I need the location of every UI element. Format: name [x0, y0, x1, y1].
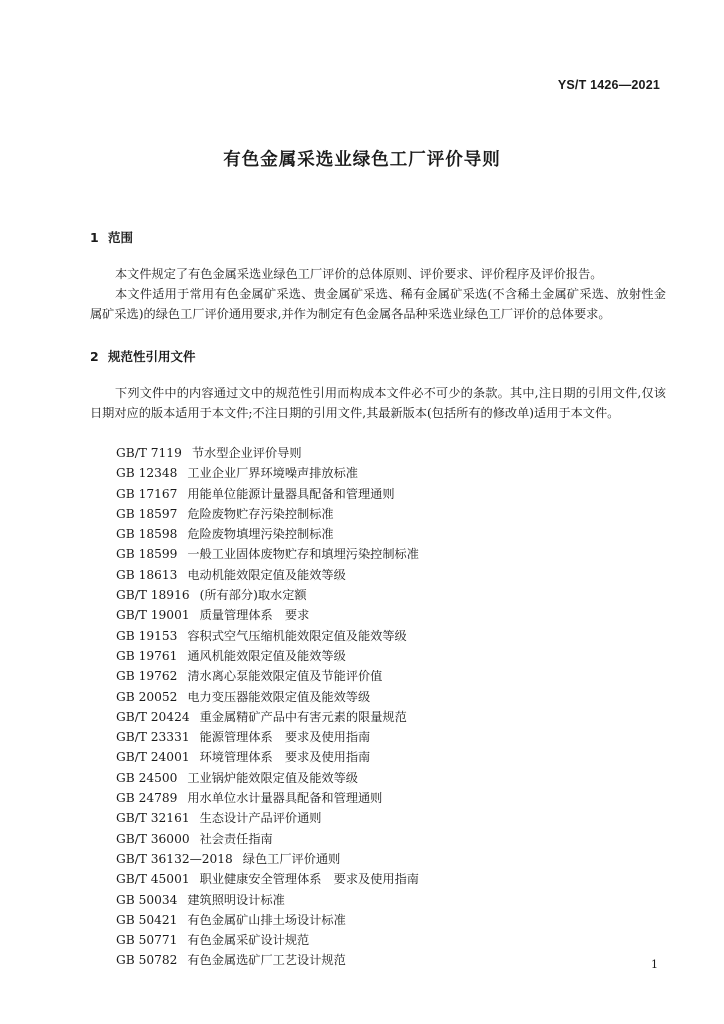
reference-title: 重金属精矿产品中有害元素的限量规范: [199, 709, 407, 724]
reference-code: GB 18599: [116, 547, 178, 562]
reference-title: 能源管理体系 要求及使用指南: [199, 730, 371, 745]
reference-title: 危险废物贮存污染控制标准: [187, 506, 334, 521]
reference-code: GB 20052: [116, 689, 178, 704]
reference-title: 工业锅炉能效限定值及能效等级: [187, 770, 358, 785]
reference-code: GB 18613: [116, 567, 178, 582]
reference-title: 通风机能效限定值及能效等级: [187, 648, 346, 663]
reference-item: [116, 443, 419, 463]
reference-code: GB 12348: [116, 466, 178, 481]
reference-code: GB/T 24001: [116, 750, 190, 765]
section-1-heading: [90, 228, 133, 246]
reference-code: GB 18598: [116, 527, 178, 542]
reference-item: [116, 626, 419, 646]
reference-item: [116, 727, 419, 747]
reference-title: 一般工业固体废物贮存和填埋污染控制标准: [187, 547, 419, 562]
reference-item: [116, 869, 419, 889]
reference-code: GB 17167: [116, 486, 178, 501]
scope-paragraph-2: 本文件适用于常用有色金属矿采选、贵金属矿采选、稀有金属矿采选(不含稀土金属矿采选、放射性金属矿采选)的绿色工厂评价通用要求,并作为制定有色金属各品种采选业绿色工厂评价的总体要求。: [90, 287, 666, 321]
reference-title: 职业健康安全管理体系 要求及使用指南: [199, 872, 419, 887]
reference-title: 电力变压器能效限定值及能效等级: [187, 689, 371, 704]
reference-code: GB 19762: [116, 669, 178, 684]
reference-title: 清水离心泵能效限定值及节能评价值: [187, 669, 383, 684]
reference-title: 建筑照明设计标准: [187, 892, 285, 907]
reference-item: [116, 504, 419, 524]
reference-code: GB 50771: [116, 933, 178, 948]
reference-title: 用水单位水计量器具配备和管理通则: [187, 791, 383, 806]
reference-item: [116, 747, 419, 767]
reference-title: 有色金属矿山排土场设计标准: [187, 912, 346, 927]
reference-code: GB/T 7119: [116, 446, 182, 460]
reference-code: GB/T 36132—2018: [116, 851, 233, 866]
page-number: 1: [651, 958, 658, 971]
reference-item: [116, 544, 419, 564]
reference-code: GB/T 45001: [116, 872, 190, 887]
reference-title: (所有部分)取水定额: [199, 588, 307, 603]
reference-code: GB 18597: [116, 506, 178, 521]
reference-title: 容积式空气压缩机能效限定值及能效等级: [187, 628, 407, 643]
reference-title: 用能单位能源计量器具配备和管理通则: [187, 486, 395, 501]
reference-title: 环境管理体系 要求及使用指南: [199, 750, 371, 765]
reference-item: [116, 605, 419, 625]
section-1-title: 范围: [108, 230, 134, 245]
reference-title: 节水型企业评价导则: [191, 446, 302, 460]
reference-list: [116, 443, 419, 971]
reference-code: GB 24500: [116, 770, 178, 785]
reference-code: GB 50034: [116, 892, 178, 907]
reference-code: GB/T 32161: [116, 811, 190, 826]
reference-item: [116, 808, 419, 828]
reference-item: [116, 463, 419, 483]
reference-item: [116, 950, 419, 970]
reference-item: [116, 768, 419, 788]
reference-title: 工业企业厂界环境噪声排放标准: [187, 466, 358, 481]
reference-item: [116, 930, 419, 950]
reference-item: [116, 646, 419, 666]
reference-item: [116, 829, 419, 849]
section-2-number: 2: [90, 349, 99, 364]
document-title: 有色金属采选业绿色工厂评价导则: [223, 150, 501, 170]
reference-code: GB/T 19001: [116, 608, 190, 623]
reference-code: GB 50421: [116, 912, 178, 927]
reference-title: 社会责任指南: [199, 831, 273, 846]
reference-item: [116, 585, 419, 605]
reference-item: [116, 484, 419, 504]
section-2-heading: [90, 347, 196, 365]
section-2-title: 规范性引用文件: [108, 349, 196, 364]
reference-code: GB/T 36000: [116, 831, 190, 846]
reference-code: GB 19153: [116, 628, 178, 643]
reference-code: GB/T 18916: [116, 588, 190, 603]
reference-title: 绿色工厂评价通则: [242, 851, 341, 866]
reference-item: [116, 524, 419, 544]
reference-item: [116, 707, 419, 727]
reference-title: 有色金属采矿设计规范: [187, 933, 310, 948]
reference-code: GB 19761: [116, 648, 178, 663]
reference-code: GB 24789: [116, 791, 178, 806]
reference-item: [116, 788, 419, 808]
reference-item: [116, 849, 419, 869]
section-1-number: 1: [90, 230, 99, 245]
reference-item: [116, 687, 419, 707]
reference-item: [116, 666, 419, 686]
normative-references-paragraph: 下列文件中的内容通过文中的规范性引用而构成本文件必不可少的条款。其中,注日期的引用文件,仅该日期对应的版本适用于本文件;不注日期的引用文件,其最新版本(包括所有的修改单)适用于本文件。: [90, 386, 666, 420]
reference-title: 生态设计产品评价通则: [199, 811, 322, 826]
reference-item: [116, 910, 419, 930]
scope-paragraph-1: 本文件规定了有色金属采选业绿色工厂评价的总体原则、评价要求、评价程序及评价报告。: [115, 267, 603, 281]
reference-code: GB/T 23331: [116, 730, 190, 745]
reference-code: GB/T 20424: [116, 709, 190, 724]
reference-code: GB 50782: [116, 953, 178, 968]
reference-title: 有色金属选矿厂工艺设计规范: [187, 953, 346, 968]
standard-number: YS/T 1426—2021: [557, 78, 660, 92]
reference-item: [116, 890, 419, 910]
reference-item: [116, 565, 419, 585]
reference-title: 质量管理体系 要求: [199, 608, 310, 623]
reference-title: 危险废物填埋污染控制标准: [187, 527, 334, 542]
reference-title: 电动机能效限定值及能效等级: [187, 567, 346, 582]
